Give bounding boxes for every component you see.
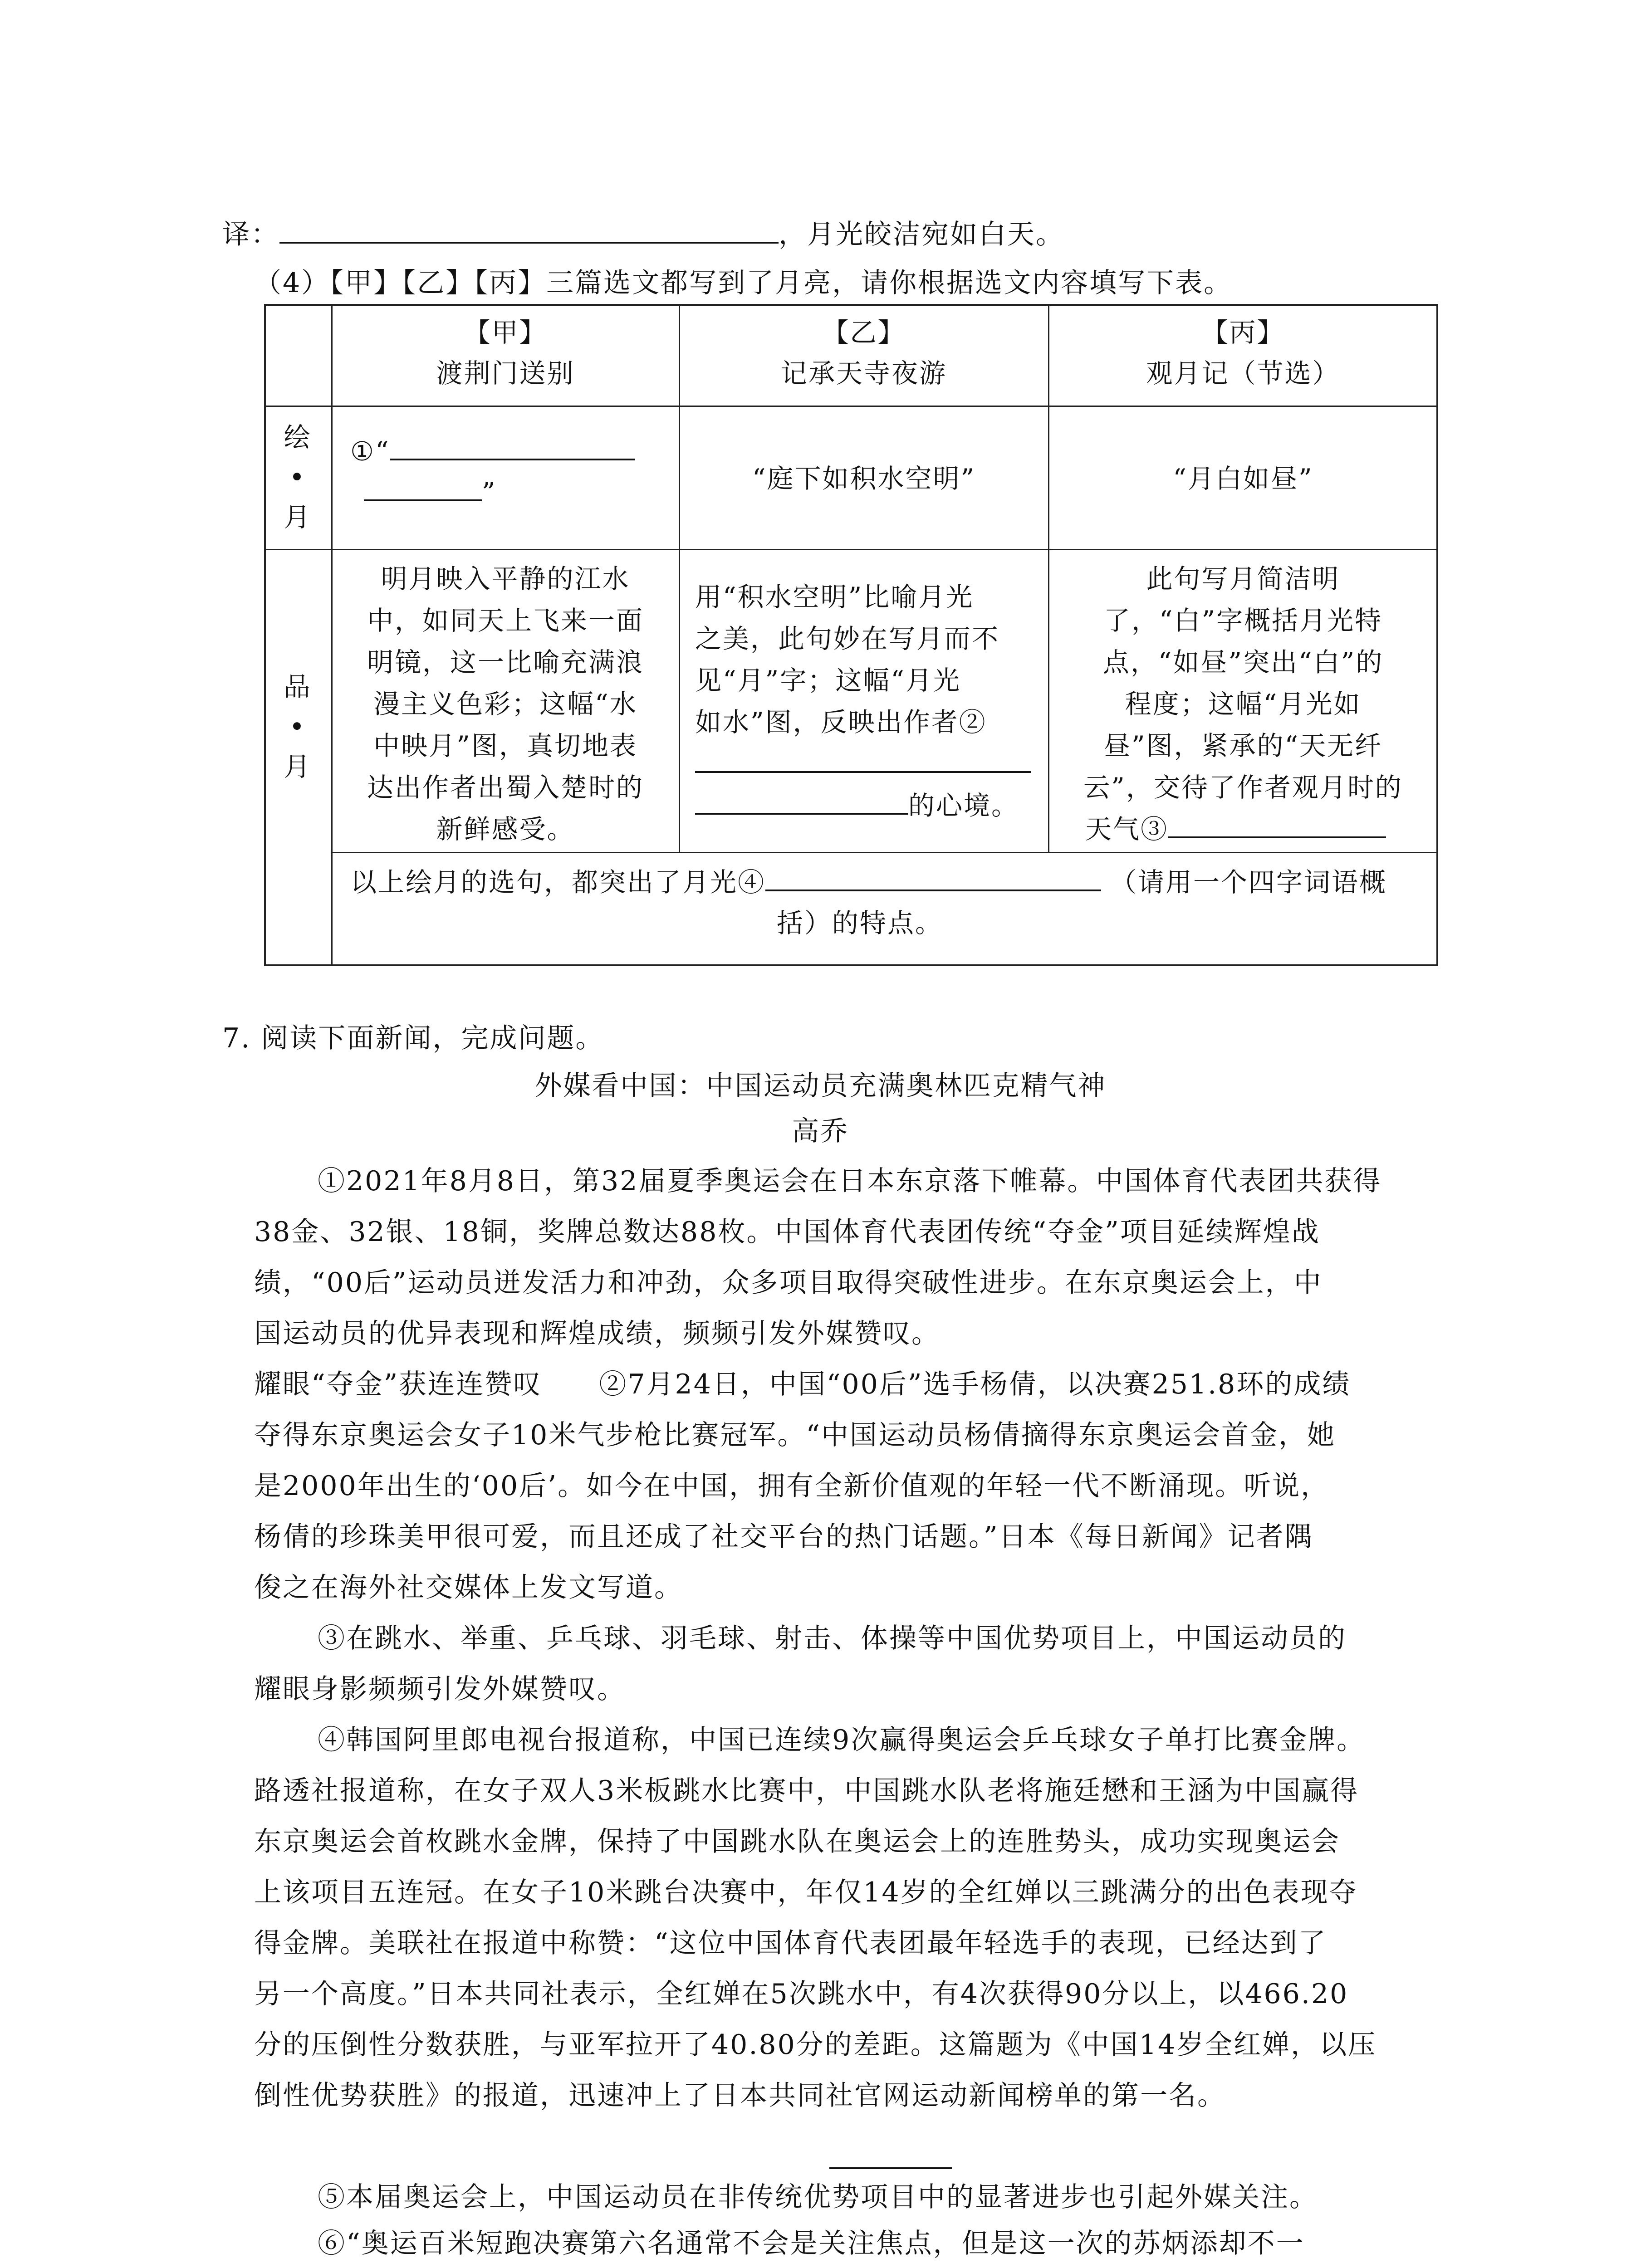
row1-bing: “月白如昼” <box>1173 463 1313 494</box>
para-line: ①2021年8月8日，第32届夏季奥运会在日本东京落下帷幕。中国体育代表团共获得 <box>318 1165 1382 1197</box>
news-author: 高乔 <box>792 1115 849 1147</box>
header-jia-tag: 【甲】 <box>464 317 547 348</box>
header-bing-tag: 【丙】 <box>1201 317 1285 348</box>
translation-suffix: ，月光皎洁宛如白天。 <box>779 219 1064 250</box>
para-line: 国运动员的优异表现和辉煌成绩，频频引发外媒赞叹。 <box>254 1318 940 1349</box>
row1-yi: “庭下如积水空明” <box>752 463 976 494</box>
answer-blank-4[interactable] <box>765 866 1101 891</box>
para-line: ⑥“奥运百米短跑决赛第六名通常不会是关注焦点，但是这一次的苏炳添却不一 <box>318 2228 1305 2259</box>
para-line: ③在跳水、举重、乒乓球、羽毛球、射击、体操等中国优势项目上，中国运动员的 <box>318 1623 1347 1654</box>
para-line: 东京奥运会首枚跳水金牌，保持了中国跳水队在奥运会上的连胜势头，成功实现奥运会 <box>254 1826 1340 1857</box>
para-line: 俊之在海外社交媒体上发文写道。 <box>254 1572 683 1603</box>
para-line: 分的压倒性分数获胜，与亚军拉开了40.80分的差距。这篇题为《中国14岁全红婵，以压 <box>254 2029 1377 2061</box>
para-line: 得金牌。美联社在报道中称赞：“这位中国体育代表团最年轻选手的表现，已经达到了 <box>254 1927 1327 1959</box>
news-title: 外媒看中国：中国运动员充满奥林匹克精气神 <box>534 1070 1107 1102</box>
header-yi-title: 记承天寺夜游 <box>780 358 947 389</box>
blank-1-prefix: ①“ <box>350 436 390 467</box>
answer-blank-2a[interactable] <box>695 748 1031 773</box>
header-jia <box>332 312 679 394</box>
para-line: 路透社报道称，在女子双人3米板跳水比赛中，中国跳水队老将施廷懋和王涵为中国赢得 <box>254 1775 1359 1807</box>
answer-blank-3[interactable] <box>1168 813 1386 838</box>
row2-jia: 明月映入平静的江水 中，如同天上飞来一面 明镜，这一比喻充满浪 漫主义色彩；这幅“水 中映月”图，真切地表 达出作者出蜀入楚时的 新鲜感受。 <box>367 563 644 845</box>
row2-bing: 此句写月简洁明 了，“白”字概括月光特 点，“如昼”突出“白”的 程度；这幅“月光如 昼”图，紧承的“天无纤 云”，交待了作者观月时的 天气③ <box>1083 563 1403 845</box>
subheading-blank[interactable] <box>829 2167 952 2169</box>
para-line: 另一个高度。”日本共同社表示，全红婵在5次跳水中，有4次获得90分以上，以466.20 <box>254 1978 1349 2010</box>
header-bing <box>1049 312 1437 394</box>
row2-yi: 用“积水空明”比喻月光 之美，此句妙在写月而不 见“月”字；这幅“月光 如水”图，反映出作者② 的心境。 <box>695 576 1044 826</box>
answer-blank-1b[interactable] <box>364 476 482 501</box>
blank-1-suffix: ” <box>482 477 497 508</box>
para-line: 上该项目五连冠。在女子10米跳台决赛中，年仅14岁的全红婵以三跳满分的出色表现夺 <box>254 1877 1358 1908</box>
para-line: 倒性优势获胜》的报道，迅速冲上了日本共同社官网运动新闻榜单的第一名。 <box>254 2080 1226 2112</box>
row-label-draw-moon: 绘 • 月 <box>284 422 312 533</box>
para-line: ④韩国阿里郎电视台报道称，中国已连续9次赢得奥运会乒乓球女子单打比赛金牌。 <box>318 1724 1366 1756</box>
header-yi-tag: 【乙】 <box>822 317 906 348</box>
row-label-appreciate-moon: 品 • 月 <box>284 671 312 782</box>
moon-table <box>264 304 1438 966</box>
para-line: ⑤本届奥运会上，中国运动员在非传统优势项目中的显著进步也引起外媒关注。 <box>318 2181 1318 2213</box>
para-line: 耀眼身影频频引发外媒赞叹。 <box>254 1673 626 1705</box>
sub-question-4: （4）【甲】【乙】【丙】三篇选文都写到了月亮，请你根据选文内容填写下表。 <box>254 267 1233 299</box>
answer-blank-1a[interactable] <box>390 435 635 460</box>
para-line: 夺得东京奥运会女子10米气步枪比赛冠军。“中国运动员杨倩摘得东京奥运会首金，她 <box>254 1419 1336 1451</box>
header-bing-title: 观月记（节选） <box>1146 358 1340 389</box>
para-line: 杨倩的珍珠美甲很可爱，而且还成了社交平台的热门话题。”日本《每日新闻》记者隅 <box>254 1521 1313 1553</box>
answer-blank[interactable] <box>279 218 779 244</box>
translation-line <box>222 217 1064 252</box>
para-line: 38金、32银、18铜，奖牌总数达88枚。中国体育代表团传统“夺金”项目延续辉煌战 <box>254 1216 1320 1248</box>
header-yi <box>680 312 1048 394</box>
header-jia-title: 渡荆门送别 <box>436 358 575 389</box>
row1-jia <box>350 431 668 513</box>
para-line: 耀眼“夺金”获连连赞叹 ②7月24日，中国“00后”选手杨倩，以决赛251.8环的成绩 <box>254 1369 1351 1400</box>
translation-prefix: 译： <box>222 219 279 250</box>
question-7-prompt: 7. 阅读下面新闻，完成问题。 <box>222 1022 604 1054</box>
answer-blank-2b[interactable] <box>695 789 908 815</box>
summary-row: 以上绘月的选句，都突出了月光④ （请用一个四字词语概 括）的特点。 <box>350 867 1387 938</box>
para-line: 是2000年出生的‘00后’。如今在中国，拥有全新价值观的年轻一代不断涌现。听说， <box>254 1470 1330 1502</box>
para-line: 绩，“00后”运动员迸发活力和冲劲，众多项目取得突破性进步。在东京奥运会上，中 <box>254 1267 1323 1299</box>
